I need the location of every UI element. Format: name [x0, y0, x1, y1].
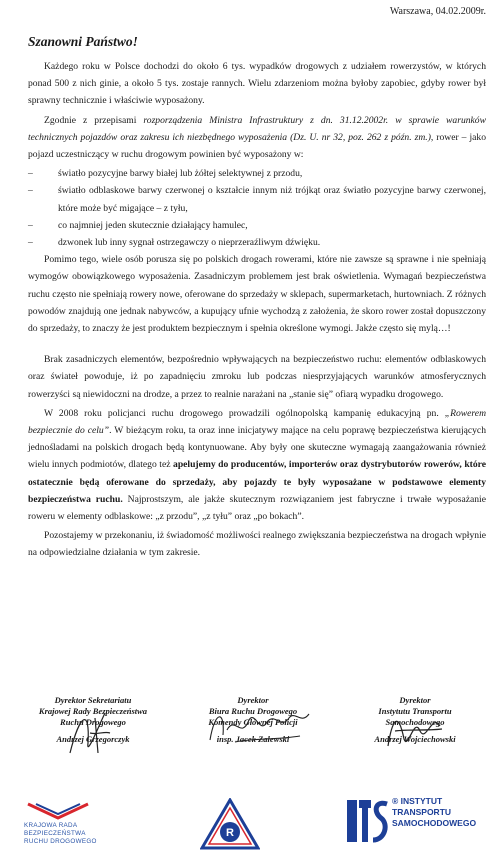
- paragraph-5-text-c: Najprostszym, ale jakże skutecznym rozwiązaniem jest fabryczne i trwałe wyposażanie roweru w elementy odblaskowe: „z przodu”, „z tyłu” oraz „po bokach”.: [28, 493, 486, 523]
- signatory-title: Dyrektor Sekretariatu: [54, 695, 132, 705]
- list-item: – co najmniej jeden skutecznie działający hamulec,: [38, 217, 486, 234]
- svg-text:R: R: [226, 827, 234, 839]
- equipment-list: [28, 165, 486, 251]
- signatory-name: insp. Jacek Zalewski: [216, 734, 290, 744]
- its-line: TRANSPORTU: [392, 807, 452, 817]
- signature-block: [0, 695, 500, 795]
- signatory-title: Krajowej Rady Bezpieczeństwa: [38, 706, 148, 716]
- signatory-title: Samochodowego: [385, 717, 445, 727]
- krbrd-line: BEZPIECZEŃSTWA: [24, 830, 86, 837]
- signatory-name: Andrzej Wojciechowski: [374, 734, 456, 744]
- handwritten-signature-3: [380, 701, 450, 756]
- krbrd-logo: [18, 802, 108, 850]
- list-item: – dzwonek lub inny sygnał ostrzegawczy o nieprzeraźliwym dźwięku.: [38, 234, 486, 251]
- paragraph-5-text-a: W 2008 roku policjanci ruchu drogowego prowadzili ogólnopolską kampanię edukacyjną pn.: [44, 407, 445, 419]
- its-mark-icon: [345, 796, 389, 846]
- police-logo: [200, 798, 260, 850]
- salutation: Szanowni Państwo!: [28, 34, 138, 49]
- campaign-name: „Rowerem bezpiecznie do celu”: [28, 407, 486, 437]
- paragraph-1: Każdego roku w Polsce dochodzi do około 6 tys. wypadków drogowych z udziałem rowerzystów, w których ponad 500 z nich ginie, a około 5 tys. zostaje rannych. Wielu zdarzeniom można byłoby zapobiec, gdyby rower był sprawny technicznie i właściwie wyposażony.: [28, 61, 486, 107]
- signatory-title: Komendy Głównej Policji: [208, 717, 298, 727]
- signatory-title: Dyrektor: [237, 695, 269, 705]
- its-logo: [345, 796, 495, 848]
- krbrd-line: RUCHU DROGOWEGO: [24, 838, 97, 845]
- police-badge-icon: [200, 798, 260, 850]
- regulation-reference: rozporządzenia Ministra Infrastruktury z dn. 31.12.2002r. w sprawie warunków technicznych pojazdów oraz zakresu ich niezbędnego wyposażenia (Dz. U. nr 32, poz. 262 z późn. zm.): [28, 114, 486, 143]
- logo-row: [0, 790, 500, 852]
- paragraph-2-text-a: Zgodnie z przepisami: [44, 114, 144, 126]
- appeal-text: apelujemy do producentów, importerów oraz dystrybutorów rowerów, które ostatecznie będą oferowane do sprzedaży, aby pojazdy te były wyposażane w podstawowe elementy bezpieczeństwa ruchu.: [28, 459, 487, 505]
- handwritten-signature-1: [60, 703, 120, 763]
- paragraph-2: [28, 112, 486, 164]
- list-item: – światło odblaskowe barwy czerwonej o kształcie innym niż trójkąt oraz światło pozycyjne barwy czerwonej, które może być migające – z tyłu,: [38, 182, 486, 216]
- letter-date: Warszawa, 04.02.2009r.: [389, 6, 486, 17]
- list-item: – światło pozycyjne barwy białej lub żółtej selektywnej z przodu,: [38, 165, 486, 182]
- paragraph-5-text-b: . W bieżącym roku, ta oraz inne inicjatywy mające na celu poprawę bezpieczeństwa kierujących jednośladami na polskich drogach będą kontynuowane. Aby były one skuteczne wymagają zaangażowania również wielu innych podmiotów, dlatego też: [28, 425, 486, 471]
- its-line: SAMOCHODOWEGO: [392, 818, 477, 828]
- handwritten-signature-2: [205, 700, 315, 750]
- krbrd-logo-text: [24, 822, 97, 846]
- letter-body: [28, 58, 486, 564]
- signatory-title: Ruchu Drogowego: [60, 717, 126, 727]
- signatory-name: Andrzej Grzegorczyk: [56, 734, 130, 744]
- signatory-title: Dyrektor: [399, 695, 431, 705]
- paragraph-6: Pozostajemy w przekonaniu, iż świadomość możliwości realnego zwiększania bezpieczeństwa na drogach wpłynie na odpowiedzialne działania w tym zakresie.: [28, 530, 486, 559]
- signatory-title: Instytutu Transportu: [378, 706, 452, 716]
- paragraph-4: Brak zasadniczych elementów, bezpośrednio wpływających na bezpieczeństwo ruchu: elementów odblaskowych oraz świateł powoduje, iż po zapadnięciu zmroku lub podczas niesprzyjających warunków atmosferycznych rowerzyści są niewidoczni na drodze, a przez to realnie narażani na „stanie się” ofiarą wypadku drogowego.: [28, 354, 486, 400]
- krbrd-line: KRAJOWA RADA: [24, 822, 78, 829]
- signatory-title: Biura Ruchu Drogowego: [208, 706, 298, 716]
- its-line: ® INSTYTUT: [392, 796, 443, 806]
- its-logo-text: [392, 796, 476, 829]
- paragraph-5: [28, 405, 486, 525]
- paragraph-3: Pomimo tego, wiele osób porusza się po polskich drogach rowerami, które nie zawsze są sprawne i nie spełniają wymogów obowiązkowego wyposażenia. Zasadniczym problemem jest brak oświetlenia. Wymagań bezpieczeństwa ruchu często nie spełniają rowery nowe, oferowane do sprzedaży w sklepach, supermarketach, hurtowniach. Z różnych powodów znajdują one jednak nabywców, a kupujący ufnie wychodzą z założenia, że skoro rower został dopuszczony do sprzedaży, to znaczy że jest produktem bezpiecznym i spełnia określone wymogi. Jakże często się mylą…!: [28, 254, 486, 335]
- paragraph-2-text-b: , rower – jako pojazd uczestniczący w ruchu drogowym powinien być wyposażony w:: [28, 131, 486, 161]
- chevron-logo-icon: [18, 802, 108, 822]
